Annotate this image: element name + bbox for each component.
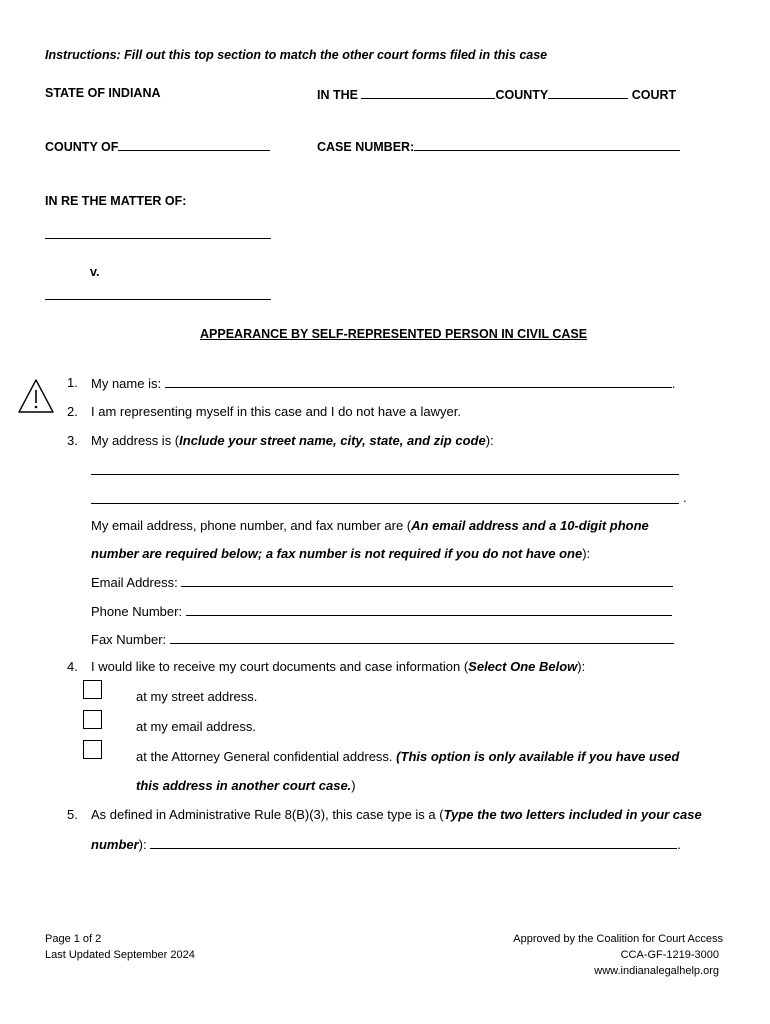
instructions-text: Instructions: Fill out this top section to match the other court forms filed in this case xyxy=(45,48,548,62)
attorney-general-note-2: this address in another court case. xyxy=(136,778,352,793)
item-1-end: . xyxy=(671,376,676,391)
in-the-label: IN THE xyxy=(317,88,358,102)
item-1-number: 1. xyxy=(67,375,78,390)
contact-intro-line-1 xyxy=(91,518,649,533)
case-type-close: ): xyxy=(138,837,147,852)
county-name-field[interactable] xyxy=(548,86,628,99)
warning-triangle-icon xyxy=(17,378,55,419)
email-address-option: at my email address. xyxy=(136,719,256,734)
delivery-instruction: Select One Below xyxy=(468,659,578,674)
contact-intro-line-2 xyxy=(91,546,590,561)
item-1 xyxy=(91,375,675,391)
address-line-2-field[interactable] xyxy=(91,503,679,504)
address-line-1-field[interactable] xyxy=(91,474,679,475)
contact-instruction-2: number are required below; a fax number is not required if you do not have one xyxy=(91,546,583,561)
fax-line xyxy=(91,631,674,647)
attorney-general-note-close: ) xyxy=(351,778,356,793)
contact-close: ): xyxy=(582,546,591,561)
last-updated: Last Updated September 2024 xyxy=(45,949,195,961)
court-line xyxy=(317,86,676,102)
case-type-instruction-2: number xyxy=(91,837,139,852)
attorney-general-option-line-2 xyxy=(136,778,356,793)
item-3-text xyxy=(91,433,494,448)
address-line-2-end: . xyxy=(683,490,687,505)
item-5-line-1 xyxy=(91,807,702,822)
address-instruction: Include your street name, city, state, and zip code xyxy=(179,433,486,448)
address-lead: My address is ( xyxy=(91,433,180,448)
court-word-label: COURT xyxy=(631,88,677,102)
county-of-field[interactable] xyxy=(118,138,270,151)
item-4-text xyxy=(91,659,585,674)
website: www.indianalegalhelp.org xyxy=(594,965,719,977)
county-of-label: COUNTY OF xyxy=(45,140,119,154)
state-label: STATE OF INDIANA xyxy=(45,86,161,100)
in-re-label: IN RE THE MATTER OF: xyxy=(45,194,187,208)
fax-label: Fax Number: xyxy=(91,632,167,647)
respondent-field[interactable] xyxy=(45,299,271,300)
item-4-number: 4. xyxy=(67,659,78,674)
email-field[interactable] xyxy=(181,574,673,587)
attorney-general-address-checkbox[interactable] xyxy=(83,740,102,759)
street-address-checkbox[interactable] xyxy=(83,680,102,699)
delivery-lead: I would like to receive my court documents and case information ( xyxy=(91,659,469,674)
attorney-general-option: at the Attorney General confidential address. xyxy=(136,749,393,764)
fax-field[interactable] xyxy=(170,631,674,644)
item-2-text: I am representing myself in this case and I do not have a lawyer. xyxy=(91,404,461,419)
phone-field[interactable] xyxy=(186,603,672,616)
name-label: My name is: xyxy=(91,376,162,391)
case-number-label: CASE NUMBER: xyxy=(317,140,415,154)
street-address-option: at my street address. xyxy=(136,689,258,704)
form-title: APPEARANCE BY SELF-REPRESENTED PERSON IN CIVIL CASE xyxy=(200,327,588,341)
email-line xyxy=(91,574,673,590)
form-code: CCA-GF-1219-3000 xyxy=(620,949,719,961)
contact-instruction-1: An email address and a 10-digit phone xyxy=(411,518,649,533)
approved-by: Approved by the Coalition for Court Access xyxy=(513,933,723,945)
petitioner-field[interactable] xyxy=(45,238,271,239)
versus-label: v. xyxy=(90,265,100,279)
attorney-general-note-1: (This option is only available if you have used xyxy=(396,749,680,764)
item-5-line-2 xyxy=(91,836,681,852)
contact-lead: My email address, phone number, and fax number are ( xyxy=(91,518,412,533)
address-close: ): xyxy=(485,433,494,448)
phone-line xyxy=(91,603,672,619)
item-3-number: 3. xyxy=(67,433,78,448)
attorney-general-option-line-1 xyxy=(136,749,679,764)
phone-label: Phone Number: xyxy=(91,604,183,619)
delivery-close: ): xyxy=(577,659,586,674)
page-number: Page 1 of 2 xyxy=(45,933,102,945)
item-5-number: 5. xyxy=(67,807,78,822)
case-number-line xyxy=(317,138,680,154)
name-field[interactable] xyxy=(165,375,672,388)
case-type-lead: As defined in Administrative Rule 8(B)(3), this case type is a ( xyxy=(91,807,444,822)
item-2-number: 2. xyxy=(67,404,78,419)
case-number-field[interactable] xyxy=(414,138,680,151)
email-address-checkbox[interactable] xyxy=(83,710,102,729)
case-type-field[interactable] xyxy=(150,836,677,849)
county-word-label: COUNTY xyxy=(495,88,549,102)
case-type-instruction-1: Type the two letters included in your case xyxy=(443,807,702,822)
case-type-end: . xyxy=(677,837,681,852)
court-name-field[interactable] xyxy=(361,86,495,99)
email-label: Email Address: xyxy=(91,575,178,590)
county-of-line xyxy=(45,138,270,154)
